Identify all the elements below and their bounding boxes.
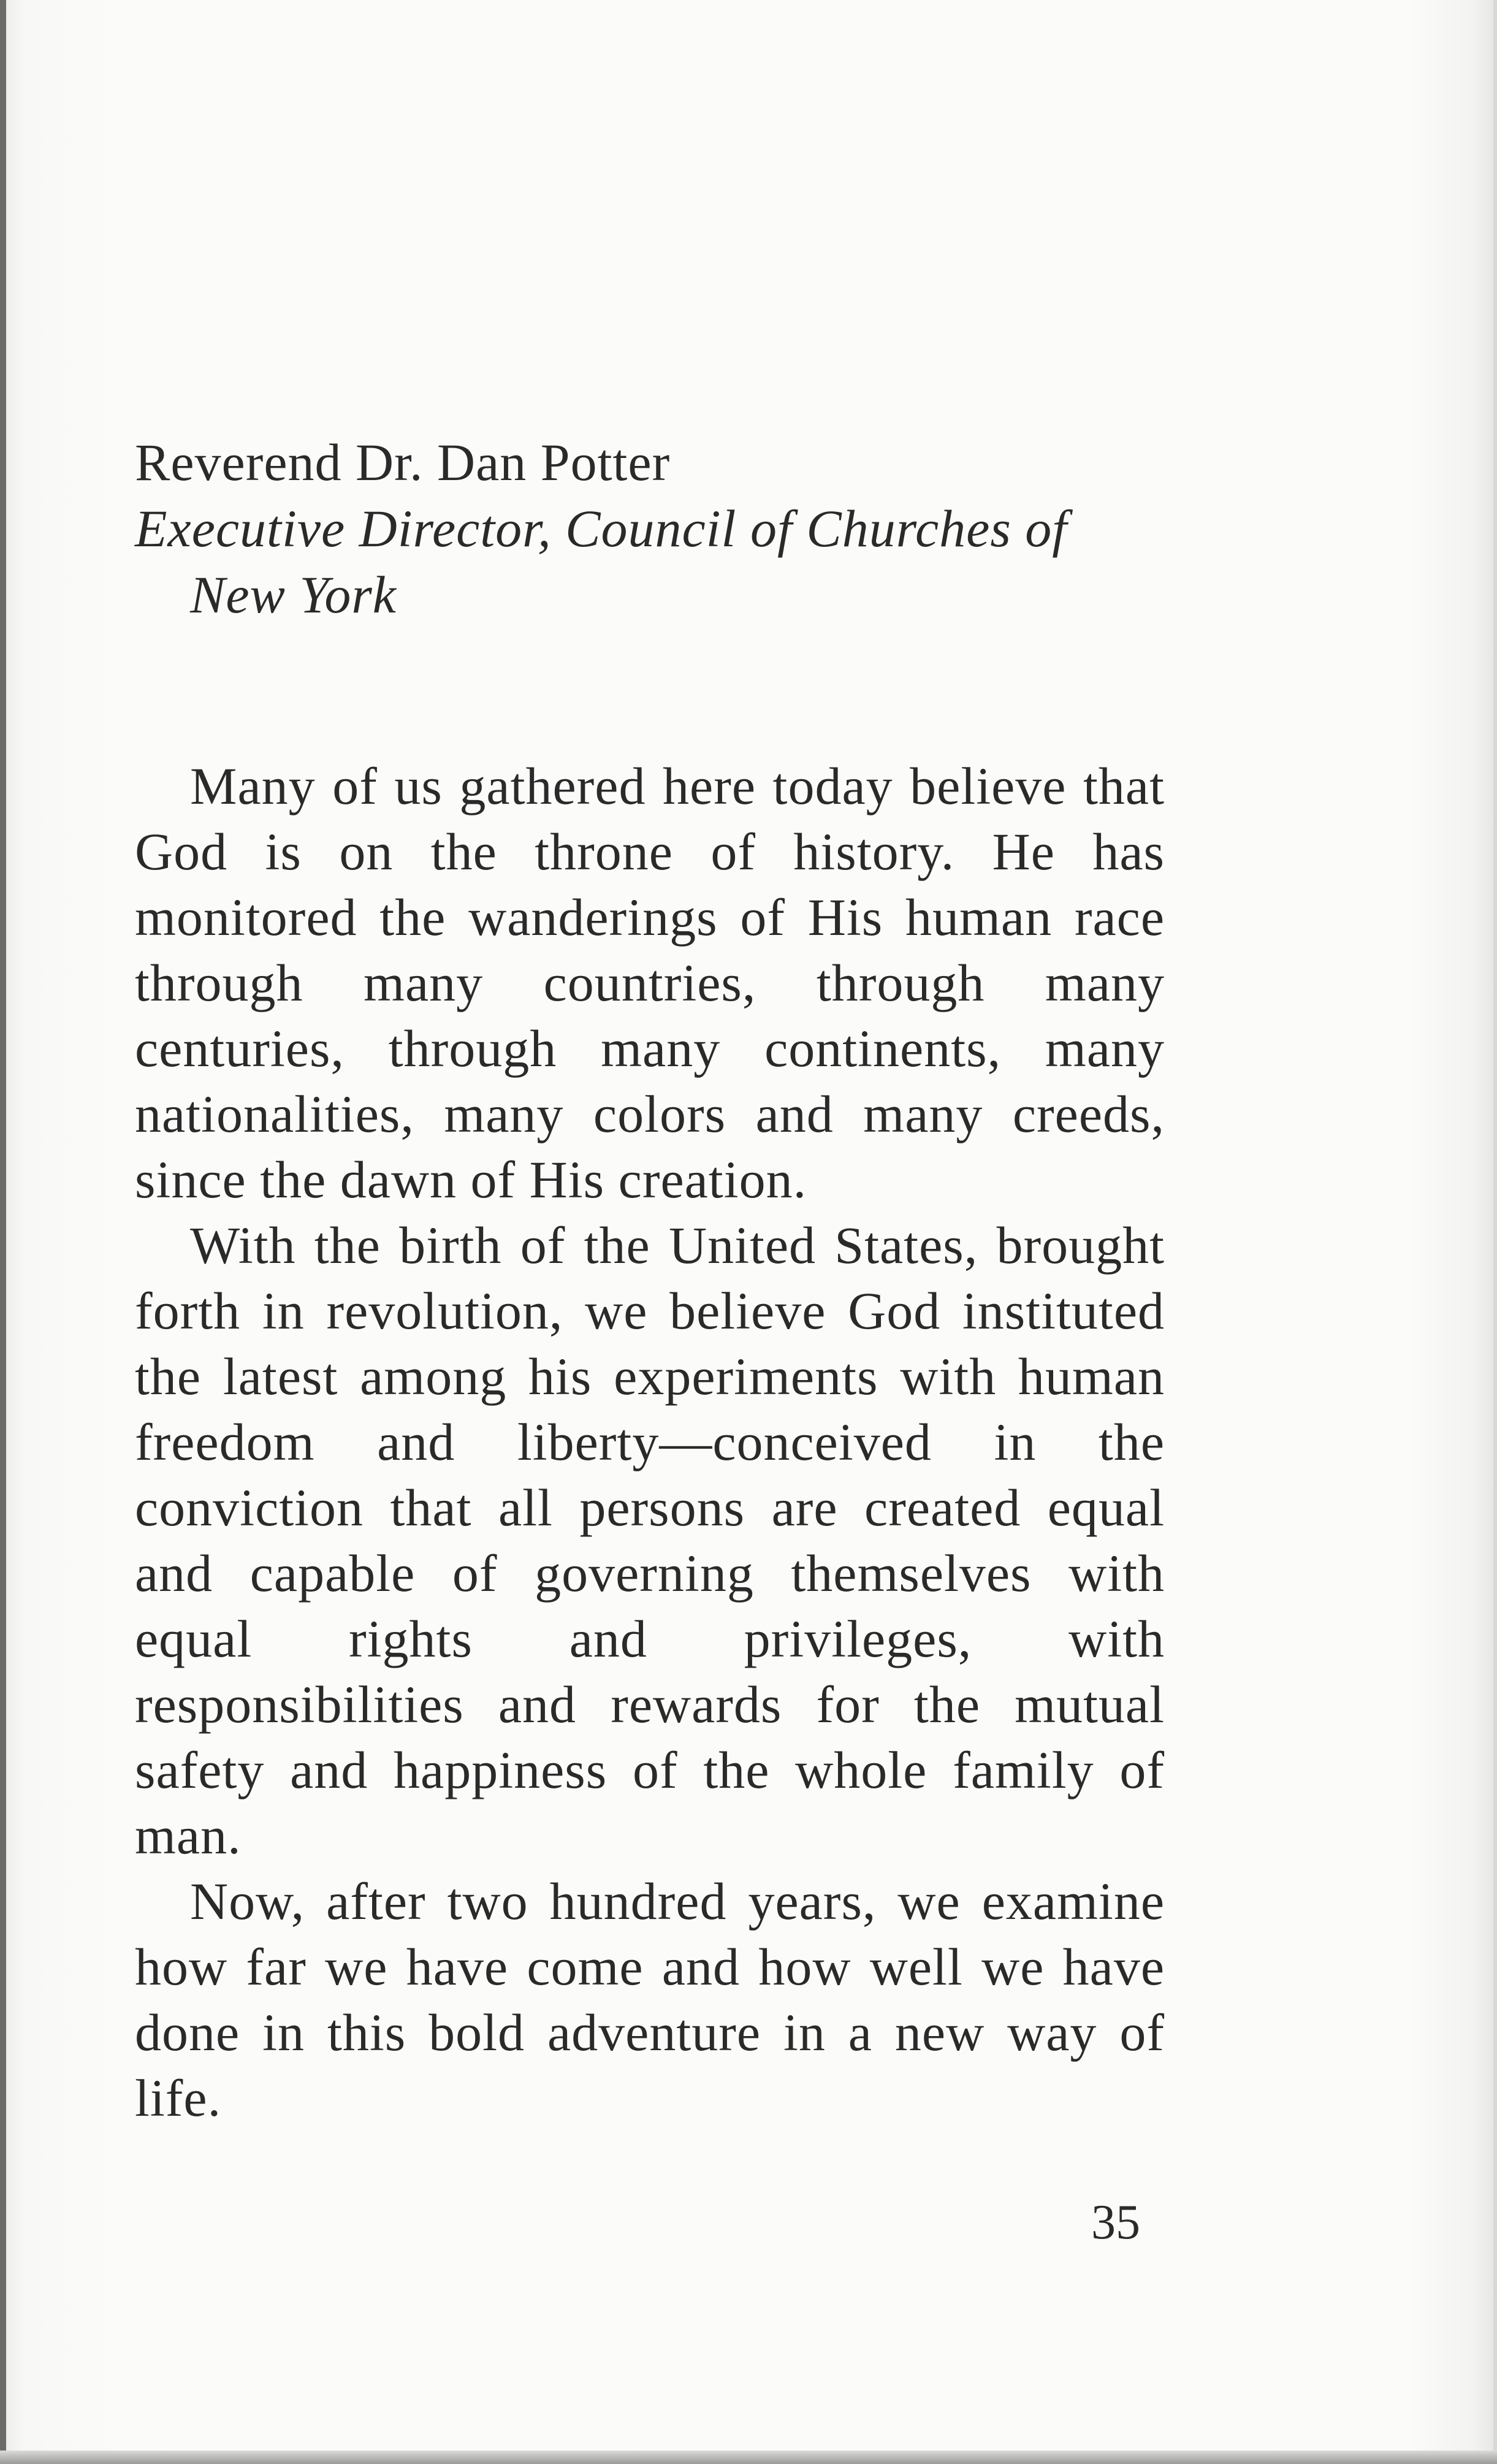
paragraph-2: With the birth of the United States, brought forth in revolution, we believe God instituted the latest among his experiments with human freedom and liberty—conceived in the conviction that all persons are created equal and capable of governing themselves with equal rights and privileges, with responsibilities and rewards for the mutual safety and happiness of the whole family of man.: [135, 1216, 1165, 1865]
body-text: [135, 753, 1165, 2131]
page-right-edge: [1493, 0, 1497, 2464]
paragraph-1: Many of us gathered here today believe that God is on the throne of history. He has monitored the wanderings of His human race through many countries, through many centuries, through many continents, many nationalities, many colors and many creeds, since the dawn of His creation.: [135, 757, 1165, 1209]
text-block: [135, 429, 1165, 2131]
author-title: Executive Director, Council of Churches of New York: [135, 499, 1068, 624]
page-number: 35: [1091, 2195, 1140, 2249]
page-bottom-edge: [0, 2451, 1497, 2464]
paragraph-3: Now, after two hundred years, we examine how far we have come and how well we have done in this bold adventure in a new way of life.: [135, 1872, 1165, 2127]
author-name: Reverend Dr. Dan Potter: [135, 433, 671, 492]
page-binding-edge: [0, 0, 6, 2464]
